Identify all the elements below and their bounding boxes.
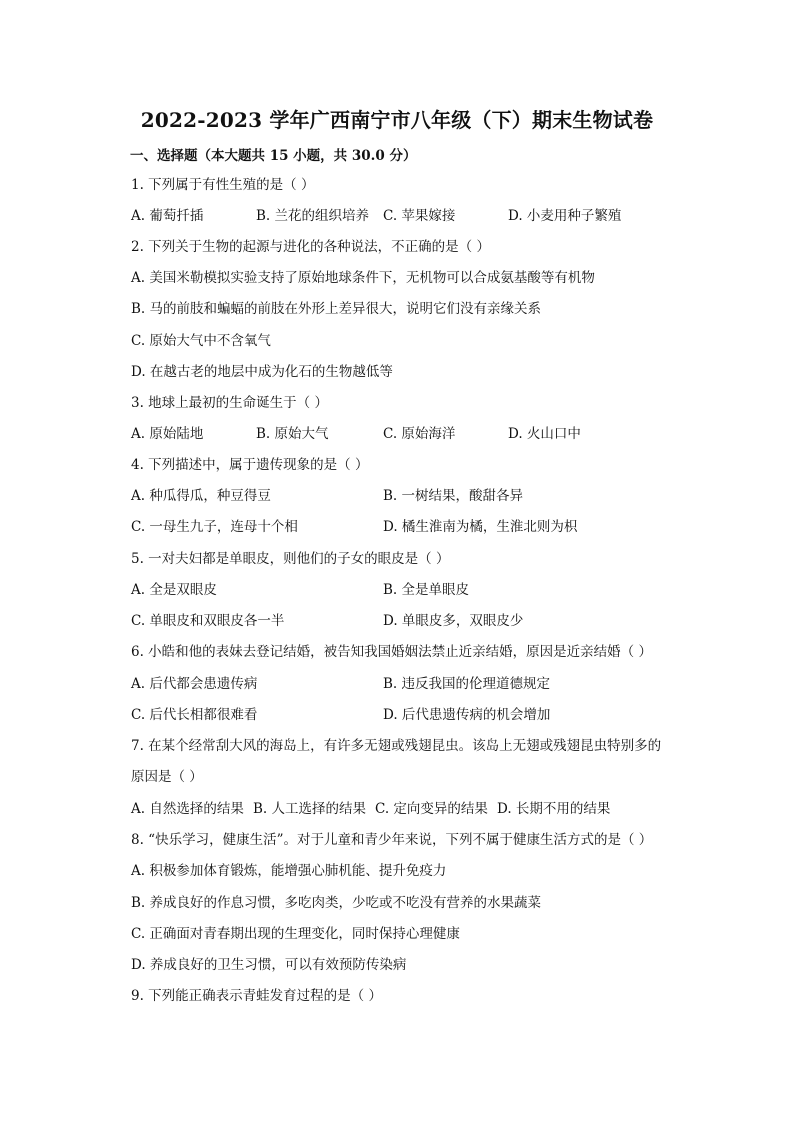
question-9-stem: 9. 下列能正确表示青蛙发育过程的是（ ） xyxy=(131,988,382,1004)
question-5-stem: 5. 一对夫妇都是单眼皮，则他们的子女的眼皮是（ ） xyxy=(131,551,450,567)
question-6-option-d: D. 后代患遗传病的机会增加 xyxy=(383,707,551,723)
question-4-option-a: A. 种瓜得瓜，种豆得豆 xyxy=(131,488,271,504)
question-4-stem: 4. 下列描述中，属于遗传现象的是（ ） xyxy=(131,457,369,473)
question-5-option-d: D. 单眼皮多，双眼皮少 xyxy=(383,613,524,629)
question-7-option-d: D. 长期不用的结果 xyxy=(497,801,611,817)
section-heading: 一、选择题（本大题共 15 小题，共 30.0 分） xyxy=(130,148,417,164)
question-3-option-a: A. 原始陆地 xyxy=(131,426,204,442)
question-5-option-b: B. 全是单眼皮 xyxy=(383,582,470,598)
question-1-option-d: D. 小麦用种子繁殖 xyxy=(508,208,622,224)
question-8-option-b: B. 养成良好的作息习惯，多吃肉类，少吃或不吃没有营养的水果蔬菜 xyxy=(131,895,542,911)
question-8-stem: 8. “快乐学习，健康生活”。对于儿童和青少年来说，下列不属于健康生活方式的是（ ） xyxy=(131,832,653,848)
question-1-option-a: A. 葡萄扦插 xyxy=(131,208,204,224)
question-7-option-c: C. 定向变异的结果 xyxy=(375,801,488,817)
question-4-option-d: D. 橘生淮南为橘，生淮北则为枳 xyxy=(383,519,578,535)
question-3-option-b: B. 原始大气 xyxy=(256,426,329,442)
question-8-option-c: C. 正确面对青春期出现的生理变化，同时保持心理健康 xyxy=(131,926,460,942)
question-1-option-c: C. 苹果嫁接 xyxy=(383,208,456,224)
question-8-option-d: D. 养成良好的卫生习惯，可以有效预防传染病 xyxy=(131,957,407,973)
question-3-stem: 3. 地球上最初的生命诞生于（ ） xyxy=(131,395,328,411)
question-8-option-a: A. 积极参加体育锻炼，能增强心肺机能、提升免疫力 xyxy=(131,863,447,879)
question-3-option-c: C. 原始海洋 xyxy=(383,426,456,442)
question-4-option-b: B. 一树结果，酸甜各异 xyxy=(383,488,524,504)
question-7-stem-continued: 原因是（ ） xyxy=(131,769,203,785)
question-7-option-a: A. 自然选择的结果 xyxy=(131,801,244,817)
question-6-option-b: B. 违反我国的伦理道德规定 xyxy=(383,676,551,692)
question-2-option-a: A. 美国米勒模拟实验支持了原始地球条件下，无机物可以合成氨基酸等有机物 xyxy=(131,270,595,286)
question-5-option-c: C. 单眼皮和双眼皮各一半 xyxy=(131,613,285,629)
page-title: 2022-2023 学年广西南宁市八年级（下）期末生物试卷 xyxy=(140,108,654,132)
question-3-option-d: D. 火山口中 xyxy=(508,426,581,442)
question-7-stem: 7. 在某个经常刮大风的海岛上，有许多无翅或残翅昆虫。该岛上无翅或残翅昆虫特别多的 xyxy=(131,738,662,754)
question-2-stem: 2. 下列关于生物的起源与进化的各种说法，不正确的是（ ） xyxy=(131,239,490,255)
question-2-option-b: B. 马的前肢和蝙蝠的前肢在外形上差异很大，说明它们没有亲缘关系 xyxy=(131,301,542,317)
question-2-option-c: C. 原始大气中不含氧气 xyxy=(131,333,271,349)
question-5-option-a: A. 全是双眼皮 xyxy=(131,582,217,598)
question-6-stem: 6. 小皓和他的表妹去登记结婚，被告知我国婚姻法禁止近亲结婚，原因是近亲结婚（ ） xyxy=(131,644,652,660)
question-6-option-a: A. 后代都会患遗传病 xyxy=(131,676,258,692)
question-7-option-b: B. 人工选择的结果 xyxy=(253,801,367,817)
question-2-option-d: D. 在越古老的地层中成为化石的生物越低等 xyxy=(131,364,393,380)
question-6-option-c: C. 后代长相都很难看 xyxy=(131,707,258,723)
question-1-stem: 1. 下列属于有性生殖的是（ ） xyxy=(131,177,315,193)
question-4-option-c: C. 一母生九子，连母十个相 xyxy=(131,519,298,535)
question-1-option-b: B. 兰花的组织培养 xyxy=(256,208,370,224)
